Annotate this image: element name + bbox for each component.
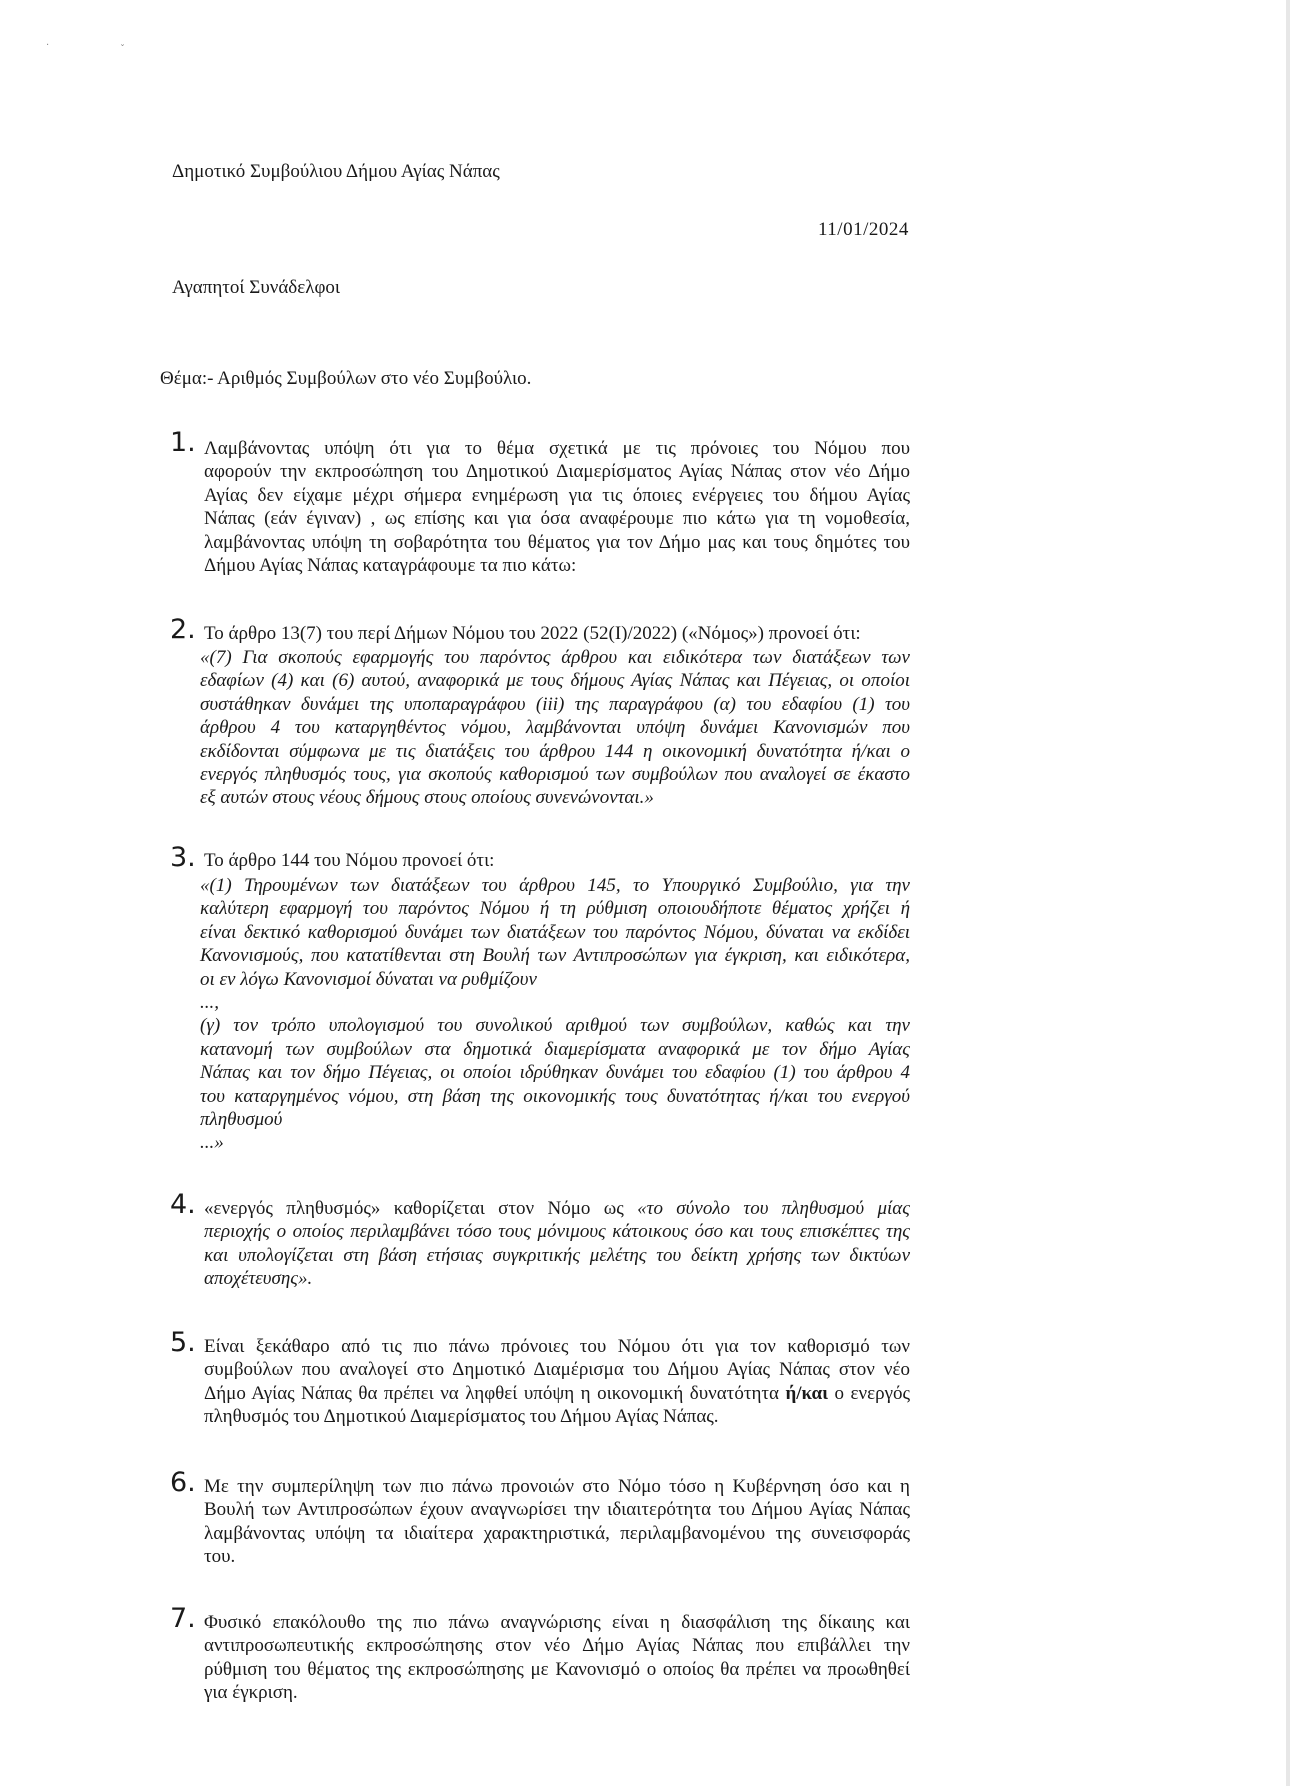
quote-line: εκδίδονται σύμφωνα με τις διατάξεις του άρθρου 144 η οικονομική δυνατότητα ή/και ο bbox=[200, 740, 910, 762]
paragraph-line: Βουλή των Αντιπροσώπων έχουν αναγνωρίσει την ιδιαιτερότητα του Δήμου Αγίας Νάπας bbox=[204, 1499, 910, 1521]
paragraph-3-lead: Το άρθρο 144 του Νόμου προνοεί ότι: bbox=[204, 850, 495, 871]
quote-line: του καταργημένος νόμου, στη βάση της οικονομικής τους δυνατότητας ή/και του ενεργού bbox=[200, 1085, 910, 1107]
paragraph-number: 4. bbox=[170, 1189, 196, 1220]
paragraph-line: λαμβάνοντας υπόψη τα ιδιαίτερα χαρακτηριστικά, περιλαμβανομένου της συνεισφοράς bbox=[204, 1522, 910, 1544]
paragraph-number: 3. bbox=[170, 842, 196, 873]
paragraph-number: 1. bbox=[170, 427, 196, 458]
emphasis: ή/και bbox=[785, 1382, 829, 1404]
paragraph-number: 5. bbox=[170, 1327, 196, 1358]
defined-term: «ενεργός πληθυσμός» καθορίζεται στον Νόμο ως «το σύνολο του πληθυσμού μίας bbox=[204, 1198, 910, 1219]
paragraph-line: συμβούλων που αναλογεί στο Δημοτικό Διαμέρισμα του Δήμου Αγίας Νάπας στον νέο bbox=[204, 1359, 910, 1381]
paragraph-line: Δήμο Αγίας Νάπας θα πρέπει να ληφθεί υπόψη η οικονομική δυνατότητα ή/και ο ενεργός bbox=[204, 1382, 910, 1404]
quote-line: Νάπας και τον δήμο Πέγειας, οι οποίοι ιδρύθηκαν δυνάμει του εδαφίου (1) του άρθρου 4 bbox=[200, 1062, 910, 1084]
paragraph-line: Είναι ξεκάθαρο από τις πιο πάνω πρόνοιες του Νόμου ότι για τον καθορισμό των bbox=[204, 1336, 910, 1357]
paragraph-line: πληθυσμός του Δημοτικού Διαμερίσματος του Δήμου Αγίας Νάπας. bbox=[204, 1406, 719, 1428]
quote-line: συστάθηκαν δυνάμει της υποπαραγράφου (iii) της παραγράφου (α) του εδαφίου (1) του bbox=[200, 693, 910, 715]
quote-line: «(1) Τηρουμένων των διατάξεων του άρθρου 145, το Υπουργικό Συμβούλιο, για την bbox=[200, 875, 910, 896]
paragraph-line: για έγκριση. bbox=[204, 1682, 298, 1704]
subject-line: Θέμα:- Αριθμός Συμβούλων στο νέο Συμβούλιο. bbox=[160, 368, 532, 389]
paragraph-number: 2. bbox=[170, 614, 196, 645]
paragraph-1 bbox=[204, 437, 910, 577]
paragraph-3-quote bbox=[200, 874, 910, 1155]
quote-line: «(7) Για σκοπούς εφαρμογής του παρόντος άρθρου και ειδικότερα των διατάξεων των bbox=[200, 647, 910, 668]
paragraph-2-lead: Το άρθρο 13(7) του περί Δήμων Νόμου του 2022 (52(Ι)/2022) («Νόμος») προνοεί ότι: bbox=[204, 623, 861, 644]
quote-line: πληθυσμού bbox=[200, 1109, 283, 1131]
paragraph-line: αποχέτευσης». bbox=[204, 1268, 313, 1290]
paragraph-line: περιοχής ο οποίος περιλαμβάνει τόσο τους μόνιμους κάτοικους όσο και τους επισκέπτες της bbox=[204, 1221, 910, 1243]
quote-line: ...» bbox=[200, 1132, 224, 1154]
quote-line: οι εν λόγω Κανονισμοί δύναται να ρυθμίζουν bbox=[200, 968, 537, 990]
paragraph-line: ρύθμιση του θέματος της εκπροσώπησης με Κανονισμό ο οποίος θα πρέπει να προωθηθεί bbox=[204, 1658, 910, 1680]
paragraph-number: 7. bbox=[170, 1603, 196, 1634]
paragraph-line: Νάπας (εάν έγιναν) , ως επίσης και για όσα αναφέρουμε πιο κάτω για τη νομοθεσία, bbox=[204, 508, 910, 530]
paragraph-line: και υπολογίζεται στη βάση ετήσιας συγκριτικής μελέτης του δείκτη χρήσης των δικτύων bbox=[204, 1244, 910, 1266]
page-edge bbox=[1286, 0, 1290, 1786]
paragraph-line: Αγίας δεν είχαμε μέχρι σήμερα ενημέρωση για τις όποιες ενέργειες του δήμου Αγίας bbox=[204, 484, 910, 506]
quote-line: καλύτερη εφαρμογή του παρόντος Νόμου ή τη ρύθμιση οποιουδήποτε θέματος χρήζει ή bbox=[200, 898, 910, 920]
salutation: Αγαπητοί Συνάδελφοι bbox=[172, 277, 341, 298]
quote-line: ενεργός πληθυσμός τους, για σκοπούς καθορισμού των συμβούλων που αναλογεί σε έκαστο bbox=[200, 764, 910, 786]
paragraph-line: λαμβάνοντας υπόψη τη σοβαρότητα του θέματος για τον Δήμο μας και τους δημότες του bbox=[204, 531, 910, 553]
quote-line: εδαφίων (4) και (6) αυτού, αναφορικά με τους δήμους Αγίας Νάπας και Πέγειας, οι οποίοι bbox=[200, 670, 910, 692]
paragraph-line: Με την συμπερίληψη των πιο πάνω προνοιών στο Νόμο τόσο η Κυβέρνηση όσο και η bbox=[204, 1476, 910, 1497]
quote-line: είναι δεκτικό καθορισμού δυνάμει των διατάξεων του παρόντος Νόμου, δύναται να εκδίδει bbox=[200, 921, 910, 943]
quote-line: ..., bbox=[200, 992, 219, 1014]
paragraph-line: αφορούν την εκπροσώπηση του Δημοτικού Διαμερίσματος Αγίας Νάπας στον νέο Δήμο bbox=[204, 461, 910, 483]
paragraph-number: 6. bbox=[170, 1467, 196, 1498]
paragraph-7 bbox=[204, 1611, 910, 1705]
paragraph-line: Φυσικό επακόλουθο της πιο πάνω αναγνώρισης είναι η διασφάλιση της δίκαιης και bbox=[204, 1612, 910, 1633]
paragraph-5 bbox=[204, 1335, 910, 1429]
paragraph-6 bbox=[204, 1475, 910, 1569]
paragraph-line: του. bbox=[204, 1546, 236, 1568]
quote-line: άρθρου 4 του καταργηθέντος νόμου, λαμβάνονται υπόψη δυνάμει Κανονισμών που bbox=[200, 717, 910, 739]
recipient-line: Δημοτικό Συμβούλιου Δήμου Αγίας Νάπας bbox=[172, 161, 500, 182]
quote-line: Κανονισμούς, που κατατίθενται στη Βουλή των Αντιπροσώπων για έγκριση, και ειδικότερα, bbox=[200, 945, 910, 967]
quote-line: εξ αυτών στους νέους δήμους στους οποίους συνενώνονται.» bbox=[200, 787, 654, 809]
paragraph-line: Λαμβάνοντας υπόψη ότι για το θέμα σχετικά με τις πρόνοιες του Νόμου που bbox=[204, 438, 910, 459]
paragraph-line bbox=[204, 1197, 910, 1220]
definition-text: «το σύνολο του πληθυσμού μίας bbox=[637, 1198, 910, 1219]
scan-speck: ˇ bbox=[120, 44, 125, 55]
letter-date: 11/01/2024 bbox=[818, 219, 909, 240]
quote-line: (γ) τον τρόπο υπολογισμού του συνολικού αριθμού των συμβούλων, καθώς και την bbox=[200, 1015, 910, 1037]
paragraph-4 bbox=[204, 1197, 910, 1291]
paragraph-2-quote bbox=[200, 646, 910, 810]
quote-line: κατανομή των συμβούλων στα δημοτικά διαμερίσματα αναφορικά με τον δήμο Αγίας bbox=[200, 1038, 910, 1060]
paragraph-line: Δήμου Αγίας Νάπας καταγράφουμε τα πιο κάτω: bbox=[204, 555, 577, 577]
paragraph-line: αντιπροσωπευτικής εκπροσώπησης στον νέο Δήμο Αγίας Νάπας που επιβάλλει την bbox=[204, 1635, 910, 1657]
scan-speck: · bbox=[46, 40, 50, 51]
